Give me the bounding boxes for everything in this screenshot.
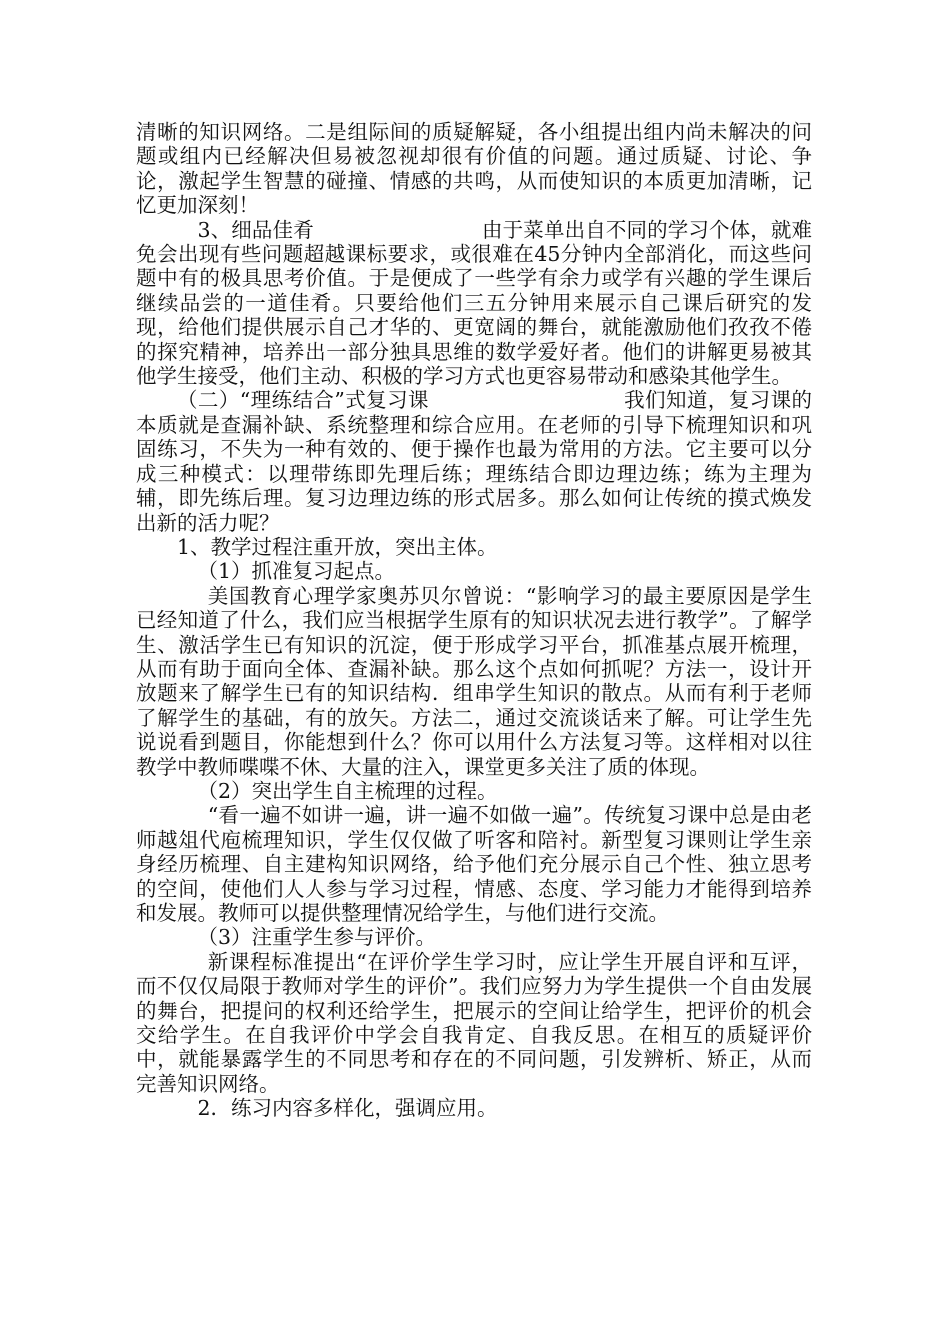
subsection-heading: （3）注重学生参与评价。: [197, 925, 437, 950]
section-heading: （二）“理练结合”式复习课: [177, 388, 429, 413]
section-heading: 2．练习内容多样化，强调应用。: [197, 1096, 498, 1121]
paragraph: 美国教育心理学家奥苏贝尔曾说：“影响学习的最主要原因是学生已经知道了什么，我们应当根据学生原有的知识状况去进行教学”。了解学生、激活学生已有知识的沉淀，便于形成学习平台，抓准基点展开梳理，从而有助于面向全体、查漏补缺。那么这个点如何抓呢？方法一，设计开放题来了解学生已有的知识结构．组串学生知识的散点。从而有利于老师了解学生的基础，有的放矢。方法二，通过交流谈话来了解。可让学生先说说看到题目，你能想到什么？你可以用什么方法复习等。这样相对以往教学中教师喋喋不休、大量的注入，课堂更多关注了质的体现。: [136, 583, 812, 779]
section-heading: 1、教学过程注重开放，突出主体。: [177, 534, 498, 559]
paragraph: [136, 218, 812, 389]
subsection-heading: （1）抓准复习起点。: [197, 559, 396, 584]
paragraph: [136, 388, 812, 534]
document-page: [136, 120, 812, 1121]
paragraph-body: 我们知道，复习课的本质就是查漏补缺、系统整理和综合应用。在老师的引导下梳理知识和巩固练习，不失为一种有效的、便于操作也最为常用的方法。它主要可以分成三种模式：以理带练即先理后练；理练结合即边理边练；练为主理为辅，即先练后理。复习边理边练的形式居多。那么如何让传统的摸式焕发出新的活力呢？: [136, 388, 812, 535]
paragraph-body: 由于菜单出自不同的学习个体，就难免会出现有些问题超越课标要求，或很难在45分钟内全部消化，而这些问题中有的极具思考价值。于是便成了一些学有余力或学有兴趣的学生课后继续品尝的一道佳肴。只要给他们三五分钟用来展示自己课后研究的发现，给他们提供展示自己才华的、更宽阔的舞台，就能激励他们孜孜不倦的探究精神，培养出一部分独具思维的数学爱好者。他们的讲解更易被其他学生接受，他们主动、积极的学习方式也更容易带动和感染其他学生。: [136, 217, 813, 389]
subsection-heading: （2）突出学生自主梳理的过程。: [197, 778, 498, 803]
section-heading: 3、细品佳肴: [197, 217, 314, 242]
paragraph: 清晰的知识网络。二是组际间的质疑解疑，各小组提出组内尚未解决的问题或组内已经解决但易被忽视却很有价值的问题。通过质疑、讨论、争论，激起学生智慧的碰撞、情感的共鸣，从而使知识的本质更加清晰，记忆更加深刻！: [136, 120, 812, 218]
paragraph: 新课程标准提出“在评价学生学习时，应让学生开展自评和互评，而不仅仅局限于教师对学生的评价”。我们应努力为学生提供一个自由发展的舞台，把提问的权利还给学生，把展示的空间让给学生，把评价的机会交给学生。在自我评价中学会自我肯定、自我反思。在相互的质疑评价中，就能暴露学生的不同思考和存在的不同问题，引发辨析、矫正，从而完善知识网络。: [136, 949, 812, 1096]
paragraph: “看一遍不如讲一遍，讲一遍不如做一遍”。传统复习课中总是由老师越俎代庖梳理知识，学生仅仅做了听客和陪衬。新型复习课则让学生亲身经历梳理、自主建构知识网络，给予他们充分展示自己个性、独立思考的空间，使他们人人参与学习过程，情感、态度、学习能力才能得到培养和发展。教师可以提供整理情况给学生，与他们进行交流。: [136, 803, 812, 925]
